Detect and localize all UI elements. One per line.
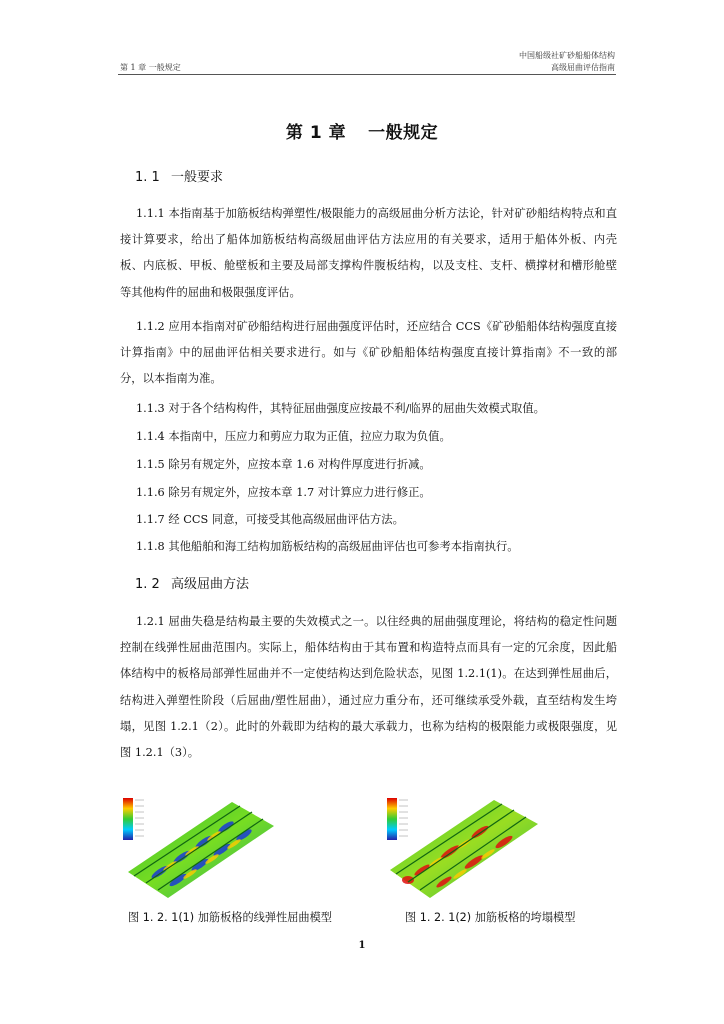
running-header-left: 第 1 章 一般规定 [120,63,181,72]
item-1-1-6: 1.1.6 除另有规定外，应按本章 1.7 对计算应力进行修正。 [136,486,431,499]
item-1-1-5: 1.1.5 除另有规定外，应按本章 1.6 对构件厚度进行折减。 [136,458,431,471]
section-number: 1. 1 [135,170,160,185]
figure-caption-2: 图 1. 2. 1(2) 加筋板格的垮塌模型 [405,911,576,924]
item-1-1-3: 1.1.3 对于各个结构构件，其特征屈曲强度应按最不利/临界的屈曲失效模式取值。 [136,402,545,415]
header-rule [118,74,616,75]
section-heading-1-2 [135,573,249,592]
running-header-right-line1: 中国船级社矿砂船船体结构 [519,51,615,60]
paragraph-1-1-1-text: 1.1.1 本指南基于加筋板结构弹塑性/极限能力的高级屈曲分析方法论，针对矿砂船结构特点和直接计算要求，给出了船体加筋板结构高级屈曲评估方法应用的有关要求，适用于船体外板、内壳板、内底板、甲板、舱壁板和主要及局部支撑构件腹板结构，以及支柱、支杆、横撑材和槽形舱壁等其他构件的屈曲和极限强度评估。 [120,207,617,299]
contour-legend [387,798,397,840]
chapter-number: 第 1 章 [285,123,347,143]
section-heading-1-1 [135,166,223,185]
figure-collapse-model [384,790,539,900]
item-1-1-7: 1.1.7 经 CCS 同意，可接受其他高级屈曲评估方法。 [136,513,404,526]
figure-linear-elastic-buckling [120,790,275,900]
running-header-right-line2: 高级屈曲评估指南 [551,63,615,72]
contour-legend [123,798,133,840]
section-title: 一般要求 [171,170,224,185]
running-header-right [519,50,615,74]
paragraph-1-1-1 [120,201,617,306]
chapter-heading [0,118,724,143]
section-title: 高级屈曲方法 [171,577,250,592]
page-number: 1 [358,940,366,951]
item-1-1-8: 1.1.8 其他船舶和海工结构加筋板结构的高级屈曲评估也可参考本指南执行。 [136,540,519,553]
legend-ticks [135,800,144,836]
paragraph-1-1-2-text: 1.1.2 应用本指南对矿砂船结构进行屈曲强度评估时，还应结合 CCS《矿砂船船体结构强度直接计算指南》中的屈曲评估相关要求进行。如与《矿砂船船体结构强度直接计算指南》不一致的部分，以本指南为准。 [120,320,617,386]
chapter-title: 一般规定 [368,123,439,143]
stiffened-panel [390,800,538,898]
paragraph-1-2-1-text: 1.2.1 屈曲失稳是结构最主要的失效模式之一。以往经典的屈曲强度理论，将结构的稳定性问题控制在线弹性屈曲范围内。实际上，船体结构由于其布置和构造特点而具有一定的冗余度，因此船体结构中的板格局部弹性屈曲并不一定使结构达到危险状态，见图 1.2.1(1)。在达到弹性屈曲后，结构进入弹塑性阶段（后屈曲/塑性屈曲），通过应力重分布，还可继续承受外载，直至结构发生垮塌，见图 1.2.1（2）。此时的外载即为结构的最大承载力，也称为结构的极限能力或极限强度，见图 1.2.1（3）。 [120,615,617,760]
legend-ticks [399,800,408,836]
stiffened-panel [128,802,274,898]
figure-caption-1: 图 1. 2. 1(1) 加筋板格的线弹性屈曲模型 [128,911,332,924]
paragraph-1-1-2 [120,314,617,393]
item-1-1-4: 1.1.4 本指南中，压应力和剪应力取为正值，拉应力取为负值。 [136,430,451,443]
paragraph-1-2-1 [120,609,617,766]
section-number: 1. 2 [135,577,160,592]
